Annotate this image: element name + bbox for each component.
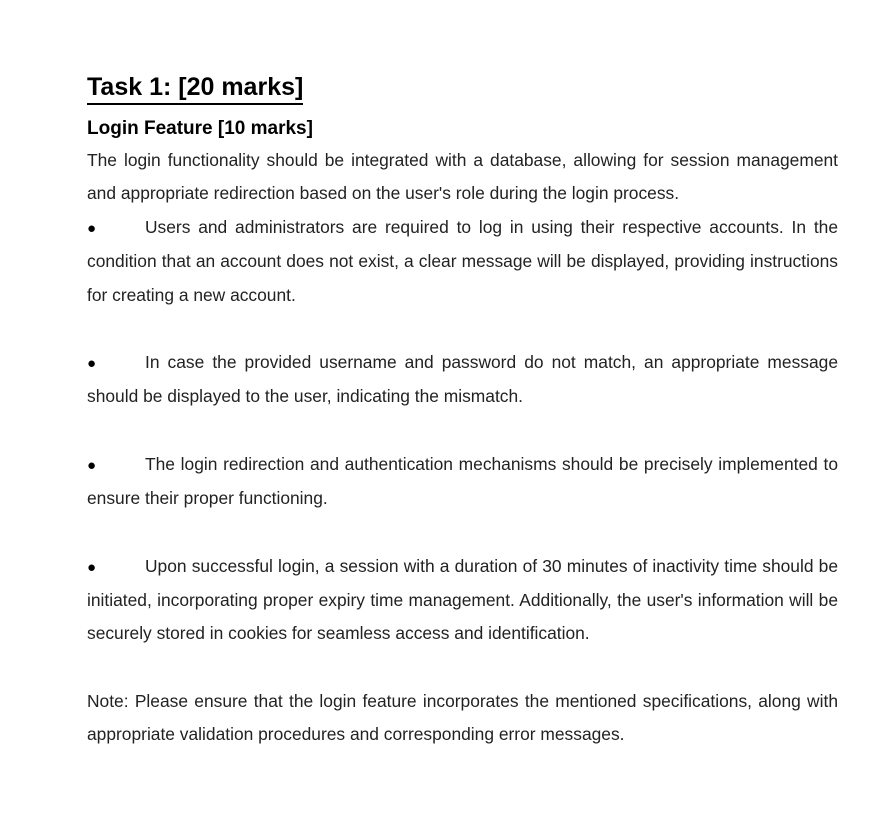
bullet-item-accounts <box>87 211 838 312</box>
bullet-item-redirection <box>87 448 838 516</box>
intro-paragraph: The login functionality should be integrated with a database, allowing for session management and appropriate redirection based on the user's role during the login process. <box>87 150 838 204</box>
bullet-icon: ● <box>87 456 97 474</box>
bullet-item-session <box>87 550 838 651</box>
task-title: Task 1: [20 marks] <box>87 72 303 105</box>
bullet-text: Upon successful login, a session with a duration of 30 minutes of inactivity time should be initiated, incorporating proper expiry time management. Additionally, the user's information will be securely stored in cookies for seamless access and identification. <box>87 555 838 644</box>
document-page <box>87 72 838 752</box>
bullet-item-mismatch <box>87 346 838 414</box>
bullet-text: The login redirection and authentication mechanisms should be precisely implemented to ensure their proper functioning. <box>87 453 838 509</box>
spacer <box>87 651 838 685</box>
note-paragraph: Note: Please ensure that the login feature incorporates the mentioned specifications, along with appropriate validation procedures and corresponding error messages. <box>87 690 838 745</box>
section-title: Login Feature [10 marks] <box>87 118 313 139</box>
spacer <box>87 516 838 550</box>
spacer <box>87 312 838 346</box>
bullet-text: Users and administrators are required to log in using their respective accounts. In the condition that an account does not exist, a clear message will be displayed, providing instructions for creating a new account. <box>87 216 838 305</box>
bullet-text: In case the provided username and password do not match, an appropriate message should be displayed to the user, indicating the mismatch. <box>87 352 838 407</box>
bullet-icon: ● <box>87 355 97 373</box>
bullet-icon: ● <box>87 219 97 237</box>
bullet-icon: ● <box>87 558 97 576</box>
spacer <box>87 414 838 448</box>
